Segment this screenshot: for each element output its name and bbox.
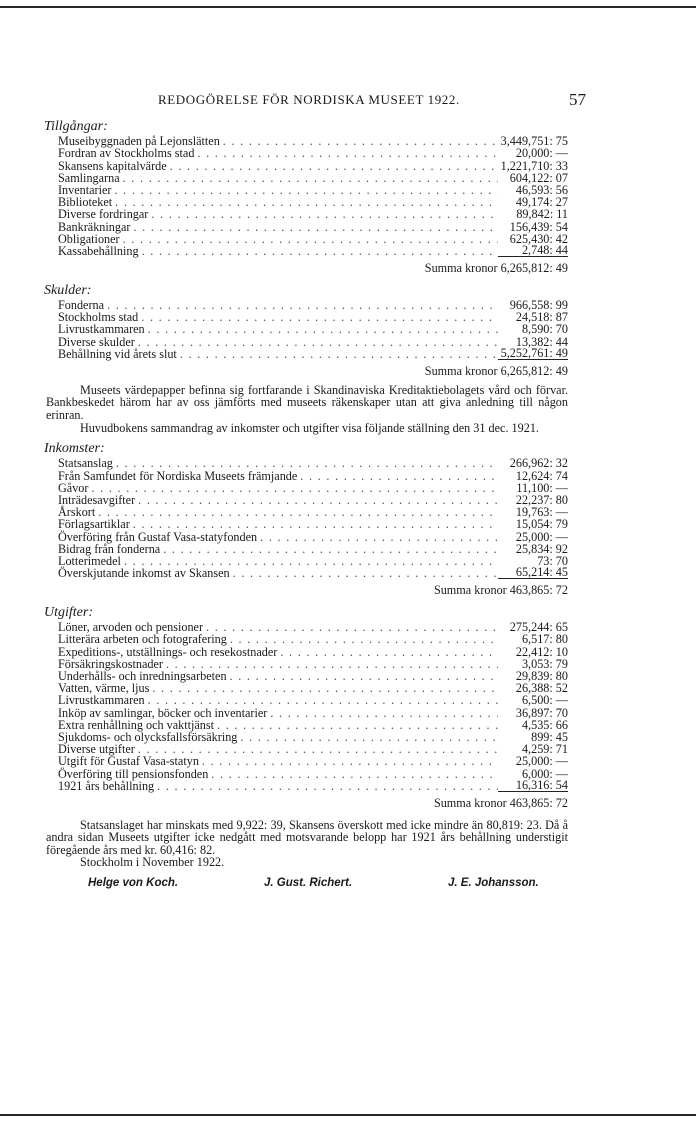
paragraph-text: Statsanslaget har minskats med 9,922: 39, Skansens överskott med icke mindre än 80,819: 23. Då å andra sidan Museets utgifter icke nedgått med motsvarande belopp har 1921 års behållning understigit föregående års med kr. 60,416: 82. (46, 817, 568, 857)
ledger-row: Behållning vid årets slut . . . 5,252,761: 49 (34, 348, 586, 360)
ledger-row: Biblioteket . . . 49,174: 27 (34, 196, 586, 208)
paragraph-text: Museets värdepapper befinna sig fortfarande i Skandinaviska Kreditaktiebolagets vård och förvar. Bankbeskedet härom har av oss jämförts med museets räkenskaper utan att giva anledning till någon erinran. (46, 382, 568, 422)
ledger-row: Sjukdoms- och olycksfallsförsäkring . . . 899: 45 (34, 731, 586, 743)
ledger-row: Expeditions-, utställnings- och resekostnader . . . 22,412: 10 (34, 645, 586, 657)
utgifter-heading: Utgifter: (44, 605, 93, 621)
ledger-row: Diverse skulder . . . 13,382: 44 (34, 335, 586, 347)
page-header (34, 90, 586, 112)
utgifter-list (34, 621, 586, 792)
ledger-row: Extra renhållning och vakttjänst . . . 4,535: 66 (34, 719, 586, 731)
skulder-total: Summa kronor 6,265,812: 49 (424, 363, 568, 378)
ledger-row: Gåvor . . . 11,100: — (34, 482, 586, 494)
ledger-row: Lotterimedel . . . 73: 70 (34, 555, 586, 567)
ledger-row: Inköp av samlingar, böcker och inventarier . . . 36,897: 70 (34, 706, 586, 718)
ledger-row: Överföring till pensionsfonden . . . 6,000: — (34, 767, 586, 779)
skulder-heading: Skulder: (44, 282, 92, 298)
ledger-row: Utgift för Gustaf Vasa-statyn . . . 25,000: — (34, 755, 586, 767)
inkomster-heading: Inkomster: (44, 441, 105, 457)
ledger-row: 1921 års behållning . . . 16,316: 54 (34, 780, 586, 792)
tillgangar-list (34, 135, 586, 257)
signature-johansson: J. E. Johansson. (448, 877, 539, 890)
ledger-row: Fonderna . . . 966,558: 99 (34, 299, 586, 311)
ledger-row: Livrustkammaren . . . 8,590: 70 (34, 323, 586, 335)
signature-richert: J. Gust. Richert. (264, 877, 353, 890)
ledger-row: Överföring från Gustaf Vasa-statyfonden . . . 25,000: — (34, 530, 586, 542)
ledger-row: Löner, arvoden och pensioner . . . 275,244: 65 (34, 621, 586, 633)
ledger-row: Stockholms stad . . . 24,518: 87 (34, 311, 586, 323)
paragraph-text: Huvudbokens sammandrag av inkomster och utgifter visa följande ställning den 31 dec. 1921. (80, 420, 539, 435)
utgifter-total: Summa kronor 463,865: 72 (433, 795, 568, 810)
ledger-row: Från Samfundet för Nordiska Museets främjande . . . 12,624: 74 (34, 469, 586, 481)
ledger-row: Livrustkammaren . . . 6,500: — (34, 694, 586, 706)
tillgangar-heading: Tillgångar: (44, 119, 108, 134)
ledger-row: Bankräkningar . . . 156,439: 54 (34, 220, 586, 232)
ledger-row: Museibyggnaden på Lejonslätten . . . 3,449,751: 75 (34, 135, 586, 147)
page-number: 57 (569, 90, 586, 109)
ledger-row: Skansens kapitalvärde . . . 1,221,710: 33 (34, 159, 586, 171)
ledger-row: Förlagsartiklar . . . 15,054: 79 (34, 518, 586, 530)
signatures (34, 875, 586, 895)
ledger-row: Överskjutande inkomst av Skansen . . . 65,214: 45 (34, 567, 586, 579)
ledger-row: Litterära arbeten och fotografering . . . 6,517: 80 (34, 633, 586, 645)
bottom-border (0, 1114, 696, 1116)
ledger-row: Statsanslag . . . 266,962: 32 (34, 457, 586, 469)
ledger-row: Årskort . . . 19,763: — (34, 506, 586, 518)
ledger-row: Inträdesavgifter . . . 22,237: 80 (34, 494, 586, 506)
ledger-row: Fordran av Stockholms stad . . . 20,000: — (34, 147, 586, 159)
closing-paragraph (34, 819, 586, 869)
page (34, 90, 586, 895)
skulder-list (34, 299, 586, 360)
signature-koch: Helge von Koch. (88, 877, 179, 890)
ledger-row: Underhålls- och inredningsarbeten . . . 29,839: 80 (34, 670, 586, 682)
tillgangar-total: Summa kronor 6,265,812: 49 (424, 260, 568, 275)
ledger-row: Inventarier . . . 46,593: 56 (34, 184, 586, 196)
ledger-row: Försäkringskostnader . . . 3,053: 79 (34, 658, 586, 670)
ledger-row: Kassabehållning . . . 2,748: 44 (34, 245, 586, 257)
ledger-row: Diverse fordringar . . . 89,842: 11 (34, 208, 586, 220)
ledger-row: Obligationer . . . 625,430: 42 (34, 233, 586, 245)
inkomster-total: Summa kronor 463,865: 72 (433, 583, 568, 598)
ledger-row: Diverse utgifter . . . 4,259: 71 (34, 743, 586, 755)
inkomster-list (34, 457, 586, 579)
top-border (0, 6, 696, 8)
place-date: Stockholm i November 1922. (80, 855, 225, 870)
ledger-row: Vatten, värme, ljus . . . 26,388: 52 (34, 682, 586, 694)
auditor-paragraph (34, 384, 586, 434)
running-title: REDOGÖRELSE FÖR NORDISKA MUSEET 1922. (158, 92, 460, 107)
ledger-row: Samlingarna . . . 604,122: 07 (34, 172, 586, 184)
ledger-row: Bidrag från fonderna . . . 25,834: 92 (34, 543, 586, 555)
